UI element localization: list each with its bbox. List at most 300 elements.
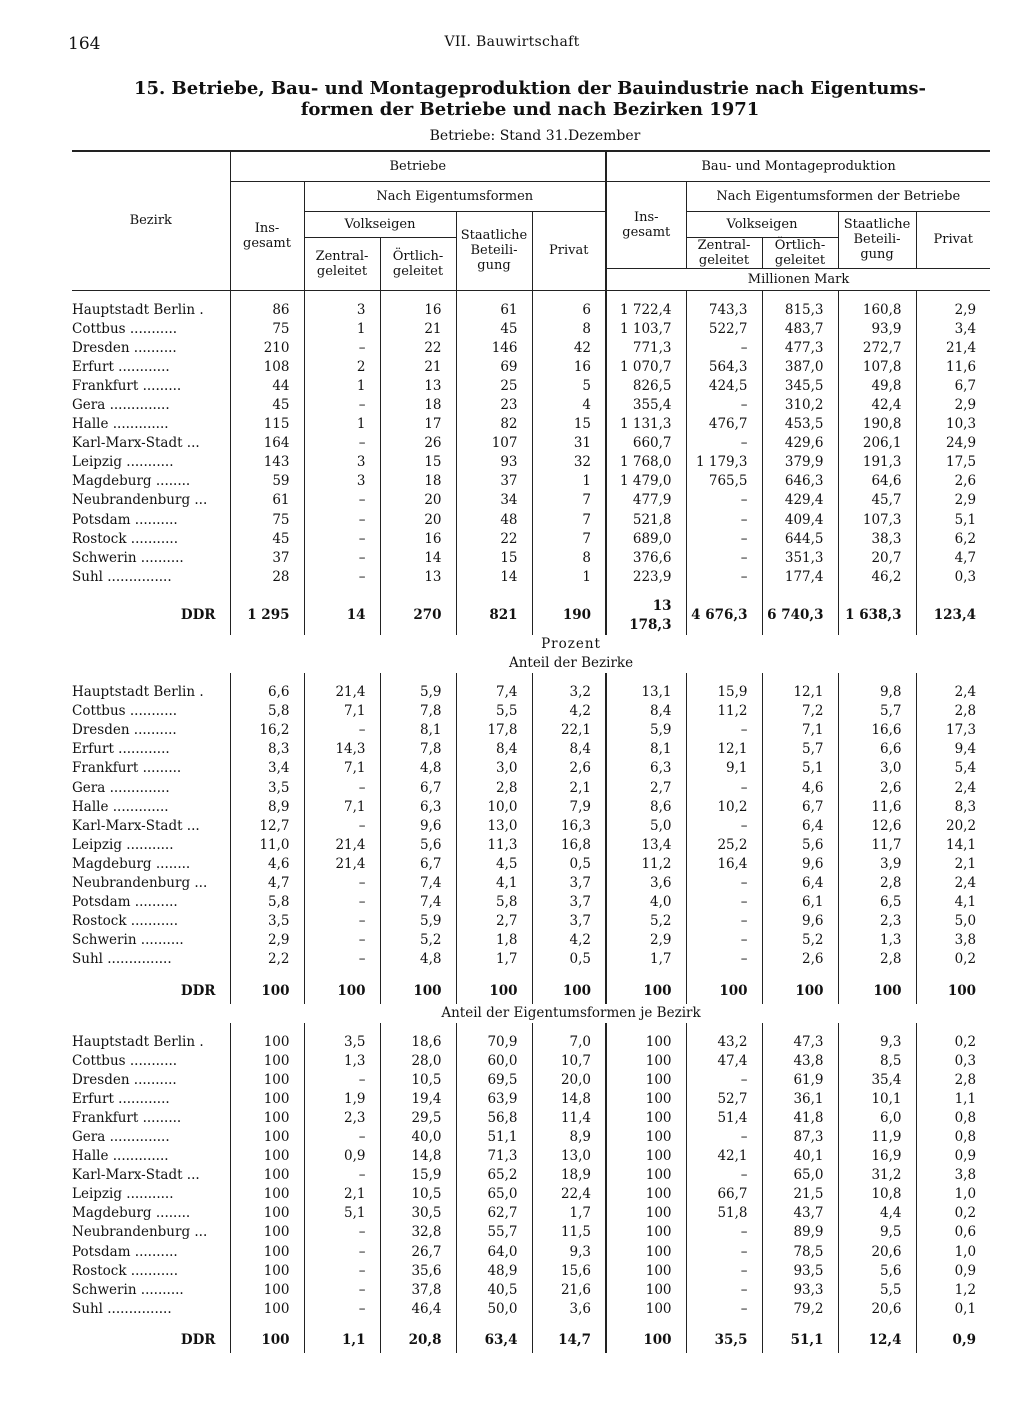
spacer-cell — [230, 290, 304, 301]
district-name: Magdeburg ........ — [72, 1205, 191, 1222]
table-cell: 7,1 — [304, 759, 380, 778]
table-cell: – — [304, 339, 380, 358]
table-cell: 12,7 — [230, 817, 304, 836]
table-row — [72, 779, 990, 798]
table-cell: 5,9 — [380, 683, 456, 702]
table-cell: – — [686, 511, 762, 530]
table-row — [72, 836, 990, 855]
table-row — [72, 855, 990, 874]
table-cell: 10,3 — [916, 415, 990, 434]
spacer-cell — [532, 587, 606, 597]
table-cell: 5,9 — [380, 912, 456, 931]
table-cell: 71,3 — [456, 1147, 532, 1166]
table-row — [72, 434, 990, 453]
table-cell: 2,6 — [532, 759, 606, 778]
table-cell: 424,5 — [686, 377, 762, 396]
table-row — [72, 931, 990, 950]
total-label: DDR — [180, 982, 216, 999]
table-cell: 12,1 — [762, 683, 838, 702]
table-row — [72, 472, 990, 491]
table-cell: 7 — [532, 491, 606, 510]
table-cell: 4,8 — [380, 950, 456, 969]
header-staatliche-line-1: Staatliche — [460, 228, 528, 243]
table-cell: 6,4 — [762, 874, 838, 893]
table-cell: 9,3 — [532, 1243, 606, 1262]
table-cell: 1 — [304, 415, 380, 434]
table-cell: 6,0 — [838, 1109, 916, 1128]
spacer-cell — [456, 1023, 532, 1033]
table-cell: 310,2 — [762, 396, 838, 415]
table-cell: – — [304, 1243, 380, 1262]
table-cell: 7,2 — [762, 702, 838, 721]
table-cell: – — [304, 1300, 380, 1319]
table-cell: 82 — [456, 415, 532, 434]
spacer-cell — [838, 587, 916, 597]
header-insgesamt-line-1: Ins- — [254, 220, 280, 236]
section-heading-line-2: Anteil der Bezirke — [508, 655, 634, 672]
district-name: Schwerin .......... — [72, 932, 184, 949]
table-cell: 4 — [532, 396, 606, 415]
table-row — [72, 874, 990, 893]
spacer-cell — [72, 1023, 230, 1033]
section-heading-line-1: Prozent — [541, 636, 601, 653]
header-staatliche-line-2: Beteili- — [853, 232, 901, 247]
table-cell: – — [686, 1223, 762, 1242]
table-cell: 15 — [456, 549, 532, 568]
table-cell: 3,8 — [916, 1166, 990, 1185]
header-nach-eigentumsformen: Nach Eigentumsformen — [304, 181, 606, 211]
table-cell: 1,7 — [606, 950, 686, 969]
table-cell: 30,5 — [380, 1204, 456, 1223]
table-cell: 3,0 — [456, 759, 532, 778]
district-name: Neubrandenburg ... — [72, 492, 208, 509]
table-cell: 107,3 — [838, 511, 916, 530]
table-cell: 522,7 — [686, 320, 762, 339]
table-cell: – — [686, 1300, 762, 1319]
table-cell: 51,4 — [686, 1109, 762, 1128]
spacer-row — [72, 970, 990, 980]
table-cell: 5,8 — [230, 702, 304, 721]
table-cell: 100 — [606, 1033, 686, 1052]
district-name: Frankfurt ......... — [72, 1109, 182, 1126]
header-betriebe: Betriebe — [230, 151, 606, 181]
table-cell: 3,5 — [304, 1033, 380, 1052]
table-cell: 100 — [230, 1166, 304, 1185]
table-cell: 2,4 — [916, 683, 990, 702]
table-cell: 40,1 — [762, 1147, 838, 1166]
table-cell: 62,7 — [456, 1204, 532, 1223]
table-cell: 16,6 — [838, 721, 916, 740]
header-oertlichgeleitet — [380, 237, 456, 290]
total-cell: 100 — [230, 1329, 304, 1353]
table-cell: 5,9 — [606, 721, 686, 740]
table-cell: 22,4 — [532, 1185, 606, 1204]
table-cell: 2,8 — [838, 950, 916, 969]
district-name: Leipzig ........... — [72, 454, 174, 471]
spacer-cell — [606, 1023, 686, 1033]
table-cell: 61 — [456, 301, 532, 320]
header-zentral-line-1: Zentral- — [315, 248, 369, 264]
table-cell: 65,0 — [456, 1185, 532, 1204]
district-name: Frankfurt ......... — [72, 760, 182, 777]
spacer-cell — [686, 587, 762, 597]
table-cell: 2,2 — [230, 950, 304, 969]
table-cell: 16 — [532, 358, 606, 377]
table-cell: – — [304, 817, 380, 836]
table-cell: 1 070,7 — [606, 358, 686, 377]
table-cell: 3,6 — [532, 1300, 606, 1319]
table-cell: 0,2 — [916, 1204, 990, 1223]
total-cell: 1 295 — [230, 597, 304, 635]
table-cell: 1 179,3 — [686, 453, 762, 472]
table-cell: 4,6 — [230, 855, 304, 874]
header-nach-eigentumsformen-betriebe: Nach Eigentumsformen der Betriebe — [686, 181, 990, 211]
table-cell: – — [686, 931, 762, 950]
spacer-cell — [762, 970, 838, 980]
district-name: Suhl ............... — [72, 951, 172, 968]
table-cell: 42,4 — [838, 396, 916, 415]
district-name: Karl-Marx-Stadt ... — [72, 435, 200, 452]
table-row — [72, 912, 990, 931]
table-cell: 8,3 — [230, 740, 304, 759]
table-cell: 1 — [304, 377, 380, 396]
table-cell: 3,5 — [230, 912, 304, 931]
table-cell: 2,3 — [838, 912, 916, 931]
table-cell: 5,2 — [606, 912, 686, 931]
table-row — [72, 491, 990, 510]
table-cell: 143 — [230, 453, 304, 472]
table-cell: 0,2 — [916, 950, 990, 969]
table-cell: 16,2 — [230, 721, 304, 740]
table-cell: 3,8 — [916, 931, 990, 950]
table-cell: 75 — [230, 511, 304, 530]
table-cell: 26,7 — [380, 1243, 456, 1262]
table-cell: 35,6 — [380, 1262, 456, 1281]
table-cell: 48,9 — [456, 1262, 532, 1281]
table-cell: 6,6 — [230, 683, 304, 702]
spacer-cell — [380, 1319, 456, 1329]
spacer-cell — [456, 673, 532, 683]
table-cell: 8,1 — [606, 740, 686, 759]
table-cell: 1,1 — [916, 1090, 990, 1109]
table-cell: 46,2 — [838, 568, 916, 587]
table-cell: 15,9 — [380, 1166, 456, 1185]
table-cell: 21 — [380, 320, 456, 339]
header-staatliche-line-1: Staatliche — [843, 217, 911, 232]
table-cell: – — [304, 950, 380, 969]
district-name: Halle ............. — [72, 416, 169, 433]
table-cell: 69 — [456, 358, 532, 377]
table-cell: 87,3 — [762, 1128, 838, 1147]
table-cell: – — [304, 434, 380, 453]
table-cell: 12,1 — [686, 740, 762, 759]
table-row — [72, 950, 990, 969]
table-cell: 93,3 — [762, 1281, 838, 1300]
table-row — [72, 301, 990, 320]
table-cell: 13 — [380, 377, 456, 396]
table-cell: 2,3 — [304, 1109, 380, 1128]
table-row — [72, 1052, 990, 1071]
table-cell: 14,8 — [532, 1090, 606, 1109]
table-row — [72, 702, 990, 721]
table-cell: 63,9 — [456, 1090, 532, 1109]
table-cell: 15 — [532, 415, 606, 434]
header-oertlich-line-1: Örtlich- — [392, 248, 444, 264]
table-cell: 78,5 — [762, 1243, 838, 1262]
total-cell: 100 — [380, 980, 456, 1004]
table-row — [72, 1033, 990, 1052]
table-cell: – — [304, 549, 380, 568]
spacer-row — [72, 1319, 990, 1329]
table-cell: 21,4 — [304, 683, 380, 702]
table-cell: 47,4 — [686, 1052, 762, 1071]
table-cell: 1,9 — [304, 1090, 380, 1109]
table-row — [72, 320, 990, 339]
table-cell: 18 — [380, 396, 456, 415]
table-cell: 16 — [380, 301, 456, 320]
table-cell: 1,2 — [916, 1281, 990, 1300]
table-cell: 8,9 — [532, 1128, 606, 1147]
table-cell: 5 — [532, 377, 606, 396]
header-oertlich-line-1: Örtlich- — [774, 237, 826, 253]
table-cell: 75 — [230, 320, 304, 339]
table-cell: 100 — [606, 1071, 686, 1090]
table-cell: 14,3 — [304, 740, 380, 759]
table-cell: 100 — [606, 1185, 686, 1204]
table-cell: 11,3 — [456, 836, 532, 855]
table-cell: – — [686, 1128, 762, 1147]
table-cell: 100 — [230, 1281, 304, 1300]
table-cell: 7 — [532, 530, 606, 549]
table-row — [72, 1109, 990, 1128]
table-cell: 0,2 — [916, 1033, 990, 1052]
table-cell: – — [304, 396, 380, 415]
table-cell: 7,4 — [456, 683, 532, 702]
table-cell: 10,5 — [380, 1071, 456, 1090]
table-cell: 1,7 — [532, 1204, 606, 1223]
table-cell: 100 — [230, 1071, 304, 1090]
table-cell: 47,3 — [762, 1033, 838, 1052]
table-cell: 46,4 — [380, 1300, 456, 1319]
total-cell: 4 676,3 — [686, 597, 762, 635]
table-cell: 6,3 — [606, 759, 686, 778]
table-cell: 100 — [230, 1185, 304, 1204]
table-row — [72, 683, 990, 702]
table-cell: 8,5 — [838, 1052, 916, 1071]
table-cell: 2,7 — [606, 779, 686, 798]
spacer-cell — [380, 1023, 456, 1033]
total-row — [72, 980, 990, 1004]
spacer-cell — [380, 970, 456, 980]
table-cell: 409,4 — [762, 511, 838, 530]
table-cell: 7,1 — [762, 721, 838, 740]
spacer-cell — [532, 290, 606, 301]
table-cell: 20,2 — [916, 817, 990, 836]
spacer-cell — [916, 1023, 990, 1033]
spacer-cell — [72, 1319, 230, 1329]
table-title-line-1: 15. Betriebe, Bau- und Montageproduktion der Bauindustrie nach Eigentums- — [133, 78, 927, 99]
table-cell: 14 — [456, 568, 532, 587]
table-cell: 2 — [304, 358, 380, 377]
table-cell: 190,8 — [838, 415, 916, 434]
total-cell: 100 — [456, 980, 532, 1004]
header-insgesamt-line-2: gesamt — [243, 235, 291, 251]
table-cell: 564,3 — [686, 358, 762, 377]
table-cell: 1 — [532, 472, 606, 491]
table-cell: 69,5 — [456, 1071, 532, 1090]
table-cell: 23 — [456, 396, 532, 415]
table-cell: 100 — [606, 1128, 686, 1147]
table-cell: 2,9 — [230, 931, 304, 950]
table-row — [72, 568, 990, 587]
table-cell: 42 — [532, 339, 606, 358]
total-cell: 1 638,3 — [838, 597, 916, 635]
table-header — [72, 151, 990, 290]
total-cell: 6 740,3 — [762, 597, 838, 635]
spacer-cell — [456, 970, 532, 980]
table-row — [72, 377, 990, 396]
table-cell: 355,4 — [606, 396, 686, 415]
table-cell: 2,1 — [304, 1185, 380, 1204]
district-name: Suhl ............... — [72, 1300, 172, 1317]
table-cell: 20 — [380, 491, 456, 510]
chapter-heading: VII. Bauwirtschaft — [444, 34, 580, 50]
table-cell: 40,5 — [456, 1281, 532, 1300]
table-cell: 6,7 — [762, 798, 838, 817]
table-cell: 2,9 — [916, 301, 990, 320]
district-name: Erfurt ............ — [72, 1090, 170, 1107]
district-name: Cottbus ........... — [72, 1052, 178, 1069]
table-cell: 4,5 — [456, 855, 532, 874]
table-cell: 13,0 — [532, 1147, 606, 1166]
table-row — [72, 1071, 990, 1090]
table-cell: 64,0 — [456, 1243, 532, 1262]
district-name: Rostock ........... — [72, 530, 179, 547]
header-insgesamt-line-2: gesamt — [622, 224, 671, 240]
table-cell: 16 — [380, 530, 456, 549]
spacer-row — [72, 587, 990, 597]
table-cell: 1 131,3 — [606, 415, 686, 434]
table-cell: 35,4 — [838, 1071, 916, 1090]
table-cell: 24,9 — [916, 434, 990, 453]
table-cell: 3,9 — [838, 855, 916, 874]
table-cell: 61,9 — [762, 1071, 838, 1090]
table-cell: 1 — [304, 320, 380, 339]
table-cell: 43,8 — [762, 1052, 838, 1071]
table-cell: 49,8 — [838, 377, 916, 396]
table-cell: 56,8 — [456, 1109, 532, 1128]
table-cell: 2,8 — [916, 702, 990, 721]
table-cell: 32 — [532, 453, 606, 472]
spacer-cell — [916, 970, 990, 980]
table-cell: 5,1 — [762, 759, 838, 778]
total-cell: 100 — [916, 980, 990, 1004]
district-name: Gera .............. — [72, 779, 170, 796]
district-name: Schwerin .......... — [72, 1281, 184, 1298]
table-cell: 45 — [456, 320, 532, 339]
table-row — [72, 759, 990, 778]
table-row — [72, 358, 990, 377]
total-cell: 123,4 — [916, 597, 990, 635]
table-cell: – — [686, 491, 762, 510]
header-bau-montage: Bau- und Montageproduktion — [606, 151, 990, 181]
district-name: Karl-Marx-Stadt ... — [72, 1167, 200, 1184]
section-heading — [72, 635, 990, 673]
table-cell: – — [686, 339, 762, 358]
table-cell: 79,2 — [762, 1300, 838, 1319]
table-cell: 0,9 — [916, 1262, 990, 1281]
table-cell: 14,1 — [916, 836, 990, 855]
table-row — [72, 1128, 990, 1147]
table-cell: 10,0 — [456, 798, 532, 817]
table-row — [72, 549, 990, 568]
table-cell: 38,3 — [838, 530, 916, 549]
table-cell: 59 — [230, 472, 304, 491]
table-cell: – — [686, 721, 762, 740]
table-cell: 100 — [230, 1204, 304, 1223]
table-cell: – — [686, 912, 762, 931]
district-name: Suhl ............... — [72, 568, 172, 585]
table-cell: 13,4 — [606, 836, 686, 855]
table-cell: 379,9 — [762, 453, 838, 472]
table-cell: 3,4 — [230, 759, 304, 778]
table-cell: 6,7 — [916, 377, 990, 396]
total-cell: 100 — [606, 1329, 686, 1353]
table-cell: 20,0 — [532, 1071, 606, 1090]
table-cell: 2,4 — [916, 874, 990, 893]
table-cell: 2,9 — [916, 491, 990, 510]
table-cell: 1,0 — [916, 1185, 990, 1204]
spacer-cell — [532, 970, 606, 980]
spacer-cell — [686, 1023, 762, 1033]
statistics-table — [72, 150, 990, 1353]
table-cell: 146 — [456, 339, 532, 358]
header-betriebe-insgesamt — [230, 181, 304, 290]
total-cell: 51,1 — [762, 1329, 838, 1353]
table-cell: 107,8 — [838, 358, 916, 377]
total-cell: 270 — [380, 597, 456, 635]
table-row — [72, 511, 990, 530]
table-cell: 2,8 — [838, 874, 916, 893]
spacer-cell — [304, 290, 380, 301]
table-cell: 191,3 — [838, 453, 916, 472]
table-cell: 815,3 — [762, 301, 838, 320]
spacer-cell — [72, 673, 230, 683]
table-cell: 13,0 — [456, 817, 532, 836]
total-cell: 1,1 — [304, 1329, 380, 1353]
table-cell: 21,5 — [762, 1185, 838, 1204]
table-row — [72, 1300, 990, 1319]
table-cell: 16,9 — [838, 1147, 916, 1166]
table-row — [72, 1243, 990, 1262]
total-cell: 13 178,3 — [606, 597, 686, 635]
table-cell: 8 — [532, 549, 606, 568]
table-cell: 44 — [230, 377, 304, 396]
district-name: Frankfurt ......... — [72, 377, 182, 394]
table-cell: 4,8 — [380, 759, 456, 778]
total-label: DDR — [180, 1332, 216, 1349]
header-bezirk: Bezirk — [72, 151, 230, 290]
table-cell: 100 — [230, 1300, 304, 1319]
table-row — [72, 530, 990, 549]
table-subtitle: Betriebe: Stand 31.Dezember — [429, 128, 641, 144]
table-cell: 100 — [606, 1109, 686, 1128]
table-cell: 37,8 — [380, 1281, 456, 1300]
table-cell: 8,4 — [532, 740, 606, 759]
table-cell: 31 — [532, 434, 606, 453]
spacer-cell — [72, 970, 230, 980]
spacer-row — [72, 290, 990, 301]
